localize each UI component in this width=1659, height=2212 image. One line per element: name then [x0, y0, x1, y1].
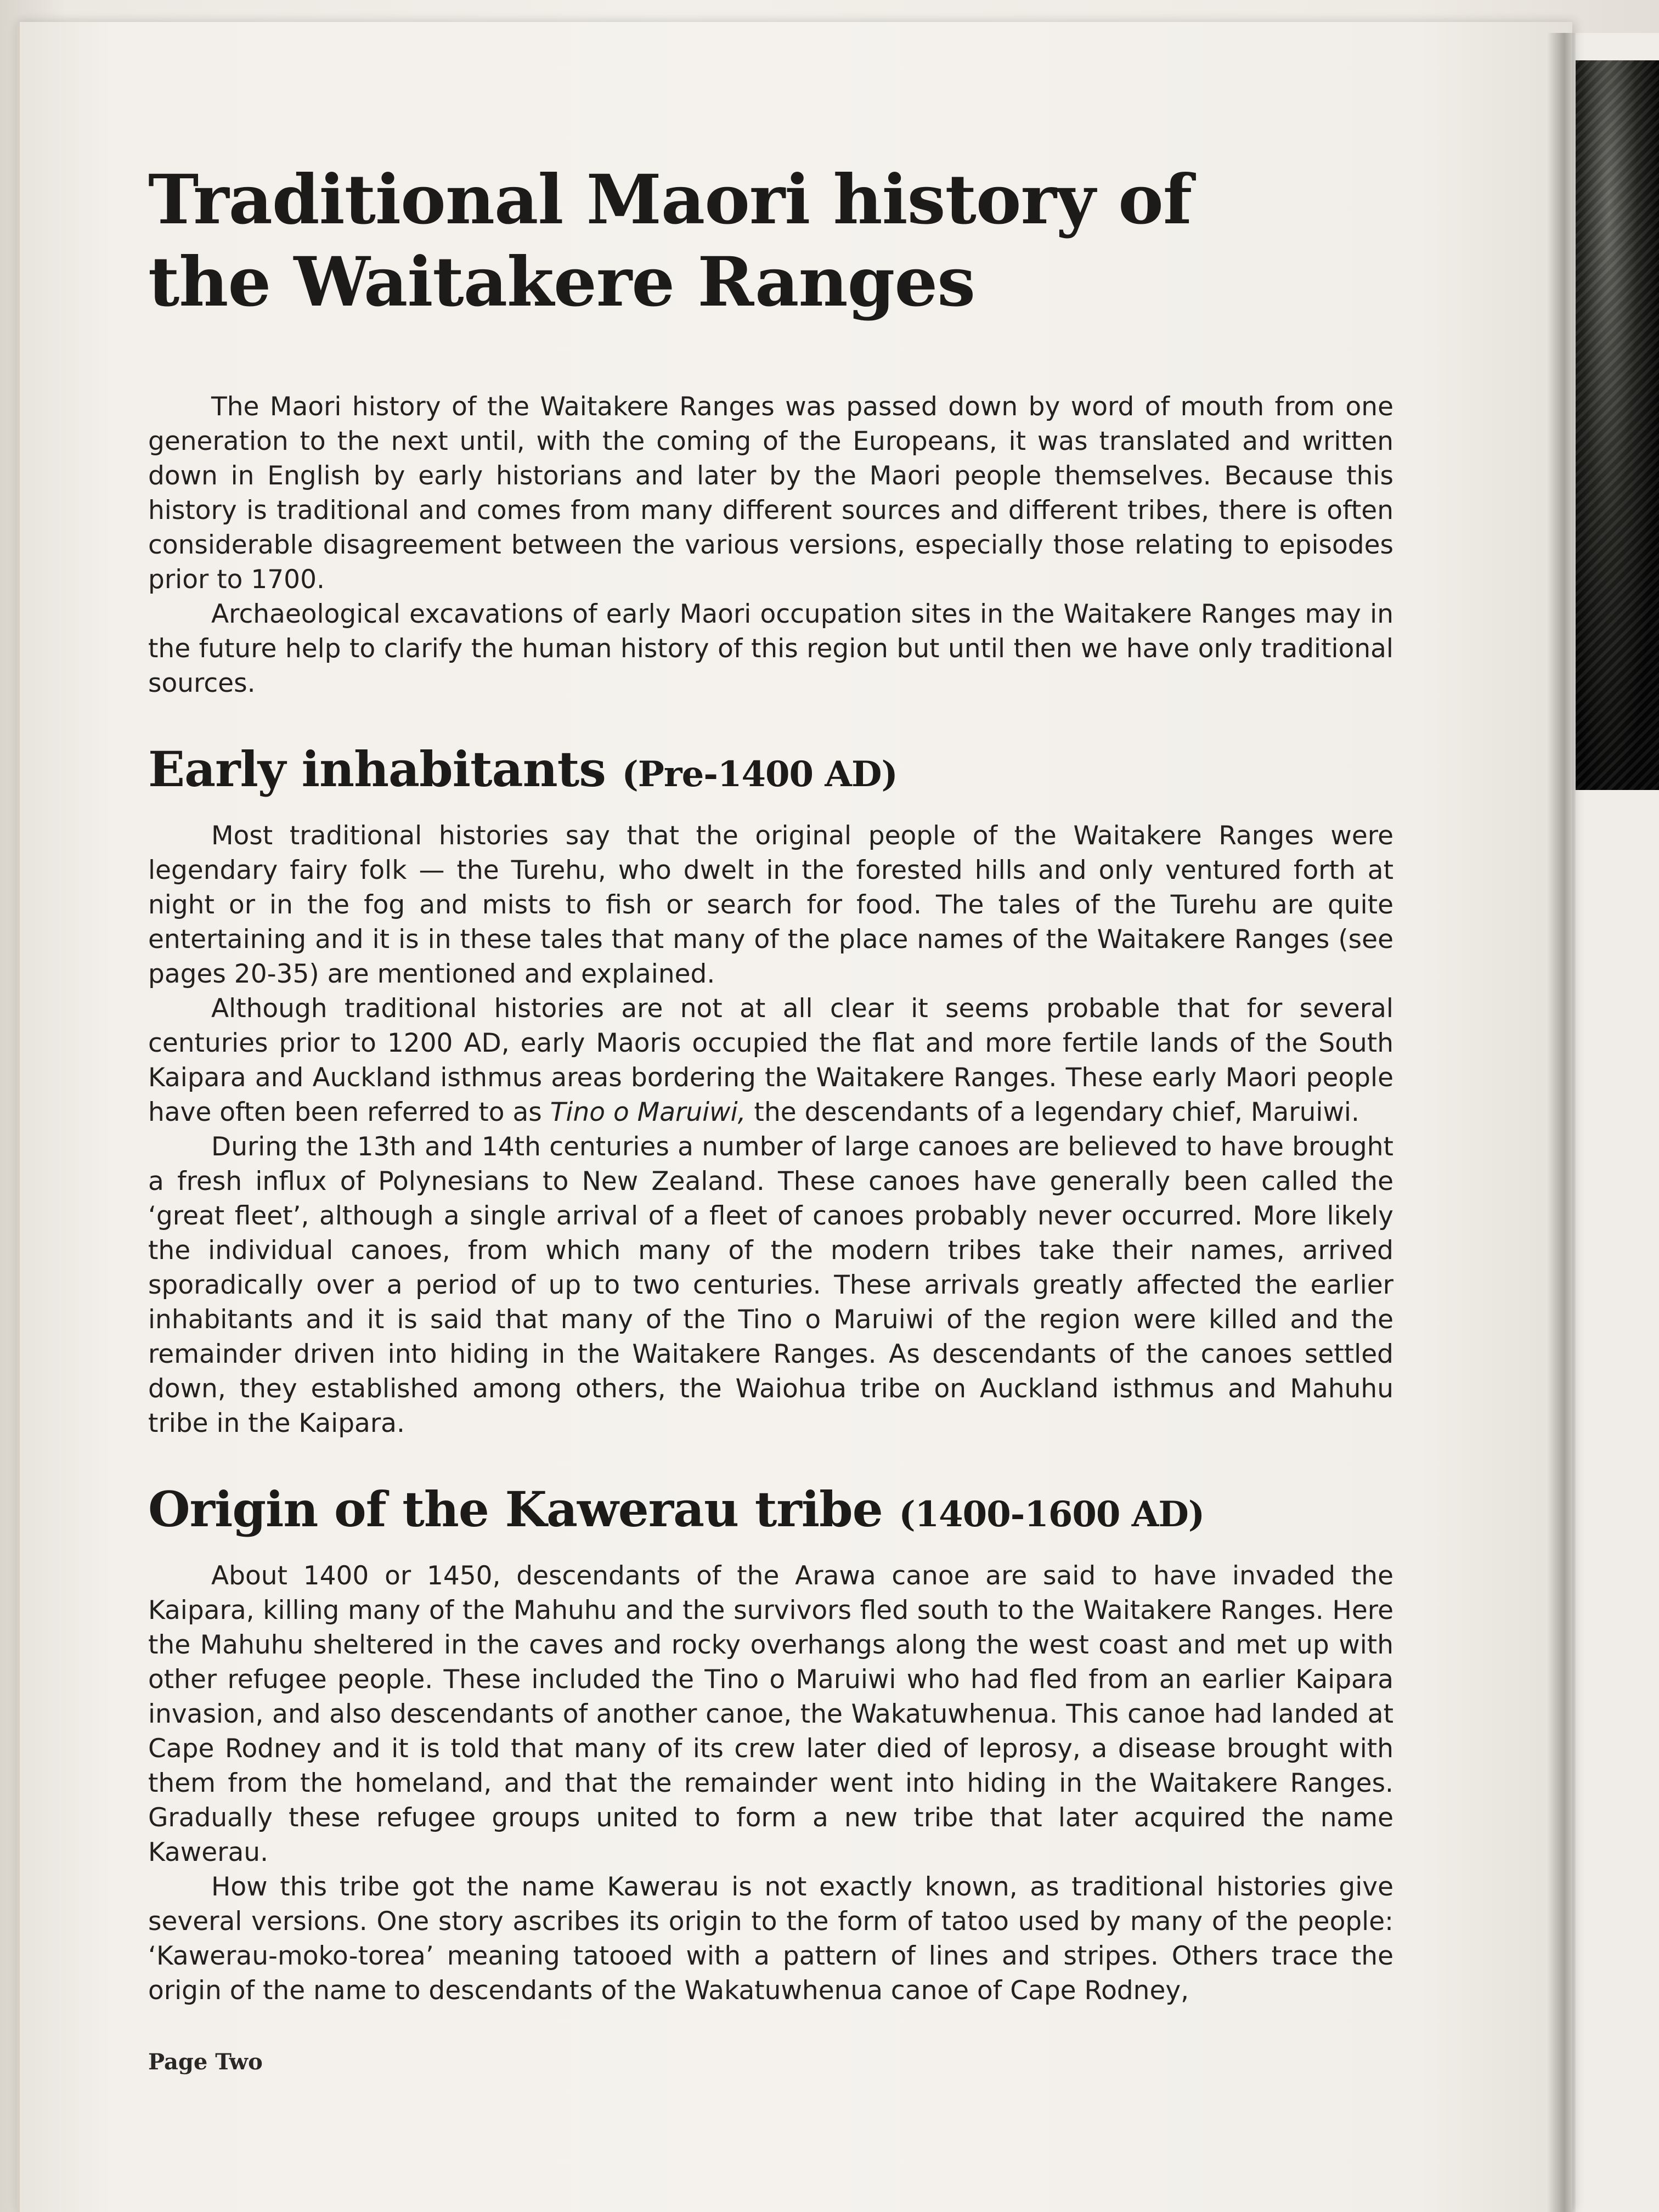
section-dates: (Pre-1400 AD)	[622, 754, 898, 795]
early-inhabitants-paragraph-3: During the 13th and 14th centuries a number of large canoes are believed to have brought a fresh influx of Polynesians to New Zealand. These canoes have generally been called the ‘great fleet’, although a single arrival of a fleet of canoes probably never occurred. More likely the individual canoes, from which many of the modern tribes take their names, arrived sporadically over a period of up to two centuries. These arrivals greatly affected the earlier inhabitants and it is said that many of the Tino o Maruiwi of the region were killed and the remainder driven into hiding in the Waitakere Ranges. As descendants of the canoes settled down, they established among others, the Waiohua tribe on Auckland isthmus and Mahuhu tribe in the Kaipara.	[148, 1132, 1393, 1438]
kawerau-paragraph-1: About 1400 or 1450, descendants of the Arawa canoe are said to have invaded the Kaipara, killing many of the Mahuhu and the survivors fled south to the Waitakere Ranges. Here the Mahuhu sheltered in the caves and rocky overhangs along the west coast and met up with other refugee people. These included the Tino o Maruiwi who had fled from an earlier Kaipara invasion, and also descendants of another canoe, the Wakatuwhenua. This canoe had landed at Cape Rodney and it is told that many of its crew later died of leprosy, a disease brought with them from the homeland, and that the remainder went into hiding in the Waitakere Ranges. Gradually these refugee groups united to form a new tribe that later acquired the name Kawerau.	[148, 1561, 1393, 1867]
italic-term: Tino o Maruiwi,	[550, 1097, 746, 1127]
paragraph-text: Although traditional histories are not at all clear it seems probable that for several centuries prior to 1200 AD, early Maoris occupied the flat and more fertile lands of the South Kaipara and Auckland isthmus areas bordering the Waitakere Ranges. These early Maori people have often been referred to as	[148, 994, 1393, 1127]
section-heading-text: Early inhabitants	[148, 741, 606, 798]
adjacent-page-photograph	[1576, 60, 1659, 790]
early-inhabitants-paragraph-1: Most traditional histories say that the original people of the Waitakere Ranges were legendary fairy folk — the Turehu, who dwelt in the forested hills and only ventured forth at night or in the fog and mists to fish or search for food. The tales of the Turehu are quite entertaining and it is in these tales that many of the place names of the Waitakere Ranges (see pages 20-35) are mentioned and explained.	[148, 821, 1393, 989]
intro-paragraph-2: Archaeological excavations of early Maori occupation sites in the Waitakere Ranges may in the future help to clarify the human history of this region but until then we have only traditional sources.	[148, 599, 1393, 698]
paragraph-text: the descendants of a legendary chief, Maruiwi.	[746, 1097, 1359, 1127]
spine-shadow	[1547, 33, 1576, 2212]
section-heading-kawerau-origin	[148, 1479, 1393, 1545]
page-title-line-1: Traditional Maori history of	[148, 160, 1192, 240]
intro-paragraph-1: The Maori history of the Waitakere Ranges was passed down by word of mouth from one generation to the next until, with the coming of the Europeans, it was translated and written down in English by early historians and later by the Maori people themselves. Because this history is traditional and comes from many different sources and different tribes, there is often considerable disagreement between the various versions, especially those relating to episodes prior to 1700.	[148, 392, 1393, 595]
section-heading-text: Origin of the Kawerau tribe	[148, 1481, 883, 1538]
page-title	[148, 159, 1393, 324]
kawerau-paragraph-2: How this tribe got the name Kawerau is not exactly known, as traditional histories give several versions. One story ascribes its origin to the form of tatoo used by many of the people: ‘Kawerau-moko-torea’ meaning tatooed with a pattern of lines and stripes. Others trace the origin of the name to descendants of the Wakatuwhenua canoe of Cape Rodney,	[148, 1872, 1393, 2006]
early-inhabitants-paragraph-2	[148, 991, 1393, 1130]
page-title-line-2: the Waitakere Ranges	[148, 242, 975, 322]
page-content	[148, 159, 1393, 2008]
section-heading-early-inhabitants	[148, 739, 1393, 805]
section-dates: (1400-1600 AD)	[899, 1494, 1205, 1535]
page-number-footer: Page Two	[148, 2049, 263, 2075]
